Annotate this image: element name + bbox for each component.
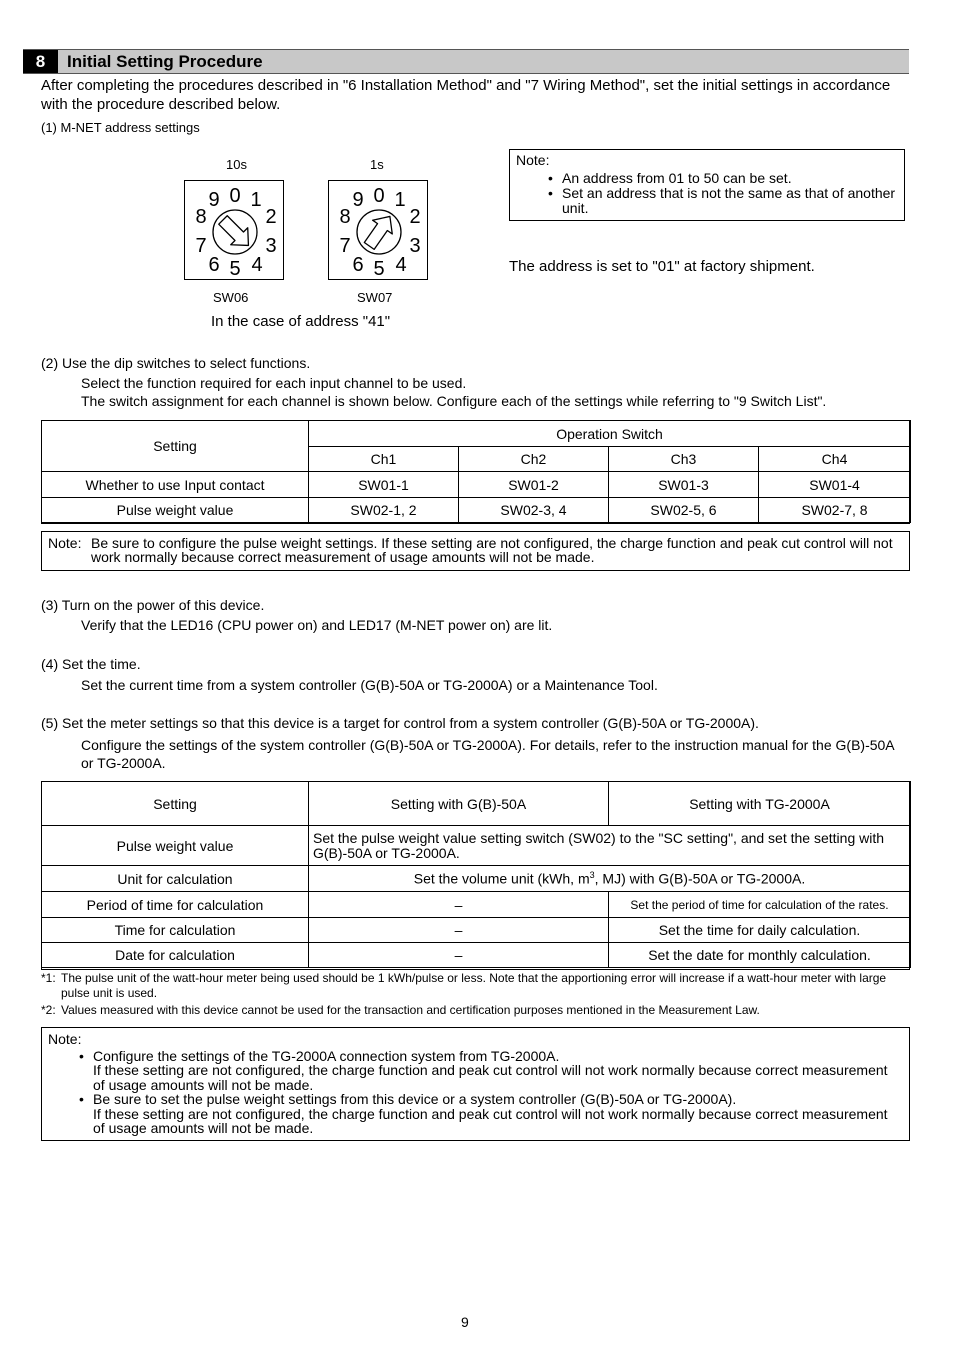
table-cell: Unit for calculation [42,866,309,892]
step4-line: Set the current time from a system controller (G(B)-50A or TG-2000A) or a Maintenance Tool. [81,677,658,693]
note-label: Note: [48,1031,82,1047]
footnote-mark: *1: [41,971,56,985]
rotary-dial-sw06-graphic [185,181,283,279]
dial-caption: In the case of address "41" [211,313,391,330]
table-cell: SW02-3, 4 [459,498,609,523]
note-item-sub: If these setting are not configured, the charge function and peak cut control will not work normally because correct measurement of usage amounts will not be made. [93,1062,888,1093]
table-header-operation-switch: Operation Switch [309,421,911,447]
dial-10s-label: 10s [226,157,247,172]
note-item-main: • Be sure to set the pulse weight settings from this device or a system controller (G(B)-50A or TG-2000A). [93,1091,737,1107]
table-cell: Time for calculation [42,918,309,943]
dial-1s-label: 1s [370,157,384,172]
note-item [79,1092,903,1136]
table-cell: SW02-5, 6 [609,498,759,523]
note-item [79,1049,903,1093]
table-cell: SW01-1 [309,472,459,498]
dial-digit: 6 [352,254,364,276]
dial-digit: 5 [373,258,385,279]
step1-heading: (1) M-NET address settings [41,120,200,135]
section-header [23,49,909,74]
footnote [41,1003,909,1018]
dial-sw07-label: SW07 [357,290,393,305]
dial-digit: 9 [208,189,220,211]
step5-heading: (5) Set the meter settings so that this device is a target for control from a system controller (G(B)-50A or TG-2000A). [41,715,759,731]
unit-text-a: Set the volume unit (kWh, m [413,870,590,887]
dial-digit: 4 [395,254,407,276]
table-header-setting: Setting [42,782,309,826]
page-number: 9 [461,1314,469,1330]
table-header-ch: Ch1 [309,447,459,472]
table-cell: – [309,918,609,943]
table-cell: Whether to use Input contact [42,472,309,498]
table-header-ch: Ch4 [759,447,911,472]
note-item: • An address from 01 to 50 can be set. [548,171,898,186]
table-cell: SW01-4 [759,472,911,498]
table-cell: SW01-3 [609,472,759,498]
step4-heading: (4) Set the time. [41,656,141,672]
footnote [41,971,909,1001]
table-row [42,826,911,866]
dial-digit: 3 [409,235,421,257]
rotary-switch-sw07[interactable] [328,180,428,280]
table-header-ch: Ch3 [609,447,759,472]
meter-settings-table-frame [41,781,910,970]
note-label: Note: [48,535,82,551]
table-cell: Set the date for monthly calculation. [609,943,911,968]
table-header-gb50a: Setting with G(B)-50A [309,782,609,826]
dial-digit: 5 [229,258,241,279]
factory-address-text: The address is set to "01" at factory shipment. [509,258,815,275]
dial-digit: 6 [208,254,220,276]
note-label: Note: [516,152,550,168]
dial-digit: 1 [250,189,262,211]
footnote-mark: *2: [41,1003,56,1017]
address-note-box [509,149,905,221]
table-cell: SW02-7, 8 [759,498,911,523]
step2-heading: (2) Use the dip switches to select functions. [41,355,311,371]
dial-digit: 0 [229,185,241,207]
table-cell: Set the pulse weight value setting switch (SW02) to the "SC setting", and set the setting with G(B)-50A or TG-2000A. [309,826,911,866]
table-header-setting: Setting [42,421,309,472]
section-title: Initial Setting Procedure [67,52,263,71]
dial-digit: 7 [195,235,207,257]
table-row [42,943,911,968]
note-item-sub: If these setting are not configured, the charge function and peak cut control will not work normally because correct measurement of usage amounts will not be made. [93,1105,888,1136]
table-cell [309,866,911,892]
table-cell: Pulse weight value [42,498,309,523]
step2-line1: Select the function required for each input channel to be used. [81,375,467,391]
meter-settings-table [41,781,911,968]
dial-digit: 2 [409,206,421,228]
table-header-tg2000a: Setting with TG-2000A [609,782,911,826]
table-cell: Pulse weight value [42,826,309,866]
footnote-text: Values measured with this device cannot be used for the transaction and certification purposes mentioned in the Measurement Law. [61,1003,760,1017]
table-cell: – [309,943,609,968]
dial-digit: 1 [394,189,406,211]
dial-digit: 8 [339,206,351,228]
note-item-main: • Configure the settings of the TG-2000A connection system from TG-2000A. [93,1047,560,1064]
dial-digit: 0 [373,185,385,207]
step3-heading: (3) Turn on the power of this device. [41,597,265,613]
table-cell: SW01-2 [459,472,609,498]
switch-assignment-table-frame [41,420,910,524]
table-header-ch: Ch2 [459,447,609,472]
switch-assignment-table [41,420,911,523]
table-row [42,866,911,892]
table-cell: SW02-1, 2 [309,498,459,523]
rotary-dial-sw07-graphic [329,181,427,279]
dial-digit: 2 [265,206,277,228]
dial-digit: 4 [251,254,263,276]
note-item: • Set an address that is not the same as that of another unit. [548,186,898,216]
step5-line: Configure the settings of the system controller (G(B)-50A or TG-2000A). For details, refer to the instruction manual for the G(B)-50A or TG-2000A. [81,737,894,771]
footnote-text: The pulse unit of the watt-hour meter being used should be 1 kWh/pulse or less. Note that the apportioning error will increase if a watt-hour meter with large pulse unit is used. [61,971,887,1000]
unit-text-b: , MJ) with G(B)-50A or TG-2000A. [594,870,806,887]
step2-line2: The switch assignment for each channel is shown below. Configure each of the settings while referring to "9 Switch List". [81,393,827,409]
dial-digit: 3 [265,235,277,257]
unit-text-sup: 3 [589,870,595,881]
table-row [42,472,911,498]
footnotes [41,971,909,1018]
note-text: Be sure to configure the pulse weight settings. If these setting are not configured, the charge function and peak cut control will not work normally because correct measurement of usage amounts will not be made. [91,535,893,565]
step3-line: Verify that the LED16 (CPU power on) and LED17 (M-NET power on) are lit. [81,617,553,633]
table-cell: – [309,892,609,918]
table-cell: Set the period of time for calculation of the rates. [609,892,911,918]
dial-digit: 8 [195,206,207,228]
rotary-switch-sw06[interactable] [184,180,284,280]
dial-sw06-label: SW06 [213,290,249,305]
table-cell: Period of time for calculation [42,892,309,918]
table-row [42,892,911,918]
table-row [42,498,911,523]
intro-paragraph: After completing the procedures described in "6 Installation Method" and "7 Wiring Method", set the initial settings in accordance with the procedure described below. [41,77,891,113]
dial-digit: 9 [352,189,364,211]
table-cell: Set the time for daily calculation. [609,918,911,943]
section-number: 8 [23,50,58,73]
table-cell: Date for calculation [42,943,309,968]
tg2000a-note-box [41,1027,910,1141]
table-row [42,918,911,943]
pulse-weight-note-box [41,531,910,571]
dial-digit: 7 [339,235,351,257]
